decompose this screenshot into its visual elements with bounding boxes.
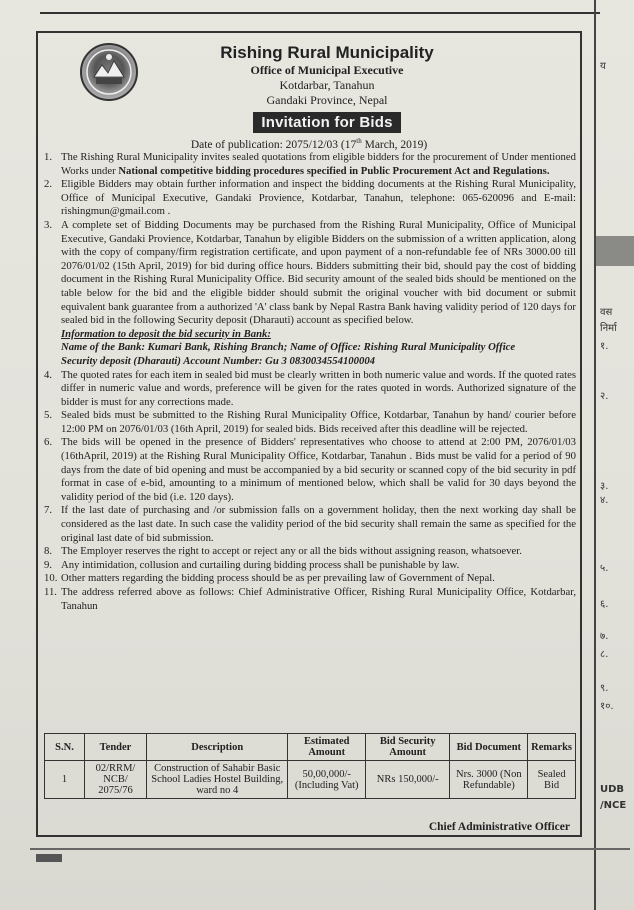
notice-title: Invitation for Bids — [253, 112, 400, 133]
item-text: A complete set of Bidding Documents may be purchased from the Rishing Rural Municipality, Office of Municipal Executive, Gandaki Provience, Kotdarbar, Tanahun by eligible Bidders on the submission of a written application, along with the copy of company/firm registration certificate, and upon payment of a non-refundable fee of NRs 3000.00 till 2076/01/02 (15th April, 2019) for bid during office hours. Bidders submitting their bid, should pay the cost of bidding document in the Rishing Rural Municipality Office. Bid security amount of the sealed bids should be mentioned on the table below for the bid and the eligible bidder should submit the original voucher with bid document or submit equivalent bank guarantee from a authorized 'A' class bank by Nepal Rastra Bank having validity period of 120 days for sealed bid in the following Security deposit (Dharauti) account as specified below. — [61, 218, 576, 327]
column-header: Estimated Amount — [288, 734, 365, 761]
publication-date-sup: th — [356, 137, 362, 145]
side-fragment: १. — [600, 341, 609, 352]
list-item — [44, 504, 576, 545]
side-fragment: वस — [600, 307, 613, 318]
item-number: 10. — [44, 572, 58, 585]
list-item — [44, 545, 576, 559]
address-line-1: Kotdarbar, Tanahun — [279, 78, 375, 92]
item-number: 7. — [44, 504, 53, 517]
column-header: Description — [146, 734, 288, 761]
table-cell: 02/RRM/ NCB/ 2075/76 — [85, 761, 147, 799]
side-fragment: य — [600, 61, 606, 72]
publication-date-suffix: March, 2019) — [361, 138, 428, 151]
adjacent-column — [594, 0, 634, 910]
side-fragment: ३. — [600, 481, 609, 492]
column-header: Remarks — [528, 734, 576, 761]
side-fragment: ८. — [600, 649, 609, 660]
org-name: Rishing Rural Municipality — [220, 43, 434, 62]
column-header: Bid Document — [450, 734, 528, 761]
list-item — [44, 369, 576, 410]
bank-info-heading: Information to deposit the bid security in Bank: — [61, 327, 271, 340]
table-header-row — [45, 734, 576, 761]
side-fragment: निर्मा — [600, 323, 617, 334]
item-text: The Employer reserves the right to accept or reject any or all the bids without assigning reason, whatsoever. — [61, 545, 522, 558]
list-item — [44, 559, 576, 573]
list-item — [44, 586, 576, 613]
publication-date — [38, 137, 580, 151]
list-item — [44, 178, 576, 219]
item-number: 3. — [44, 218, 53, 231]
item-number: 8. — [44, 545, 53, 558]
signature-line: Chief Administrative Officer — [428, 821, 570, 833]
side-fragment: २. — [600, 391, 609, 402]
item-text: The quoted rates for each item in sealed bid must be clearly written in both numeric value and words. If the quoted rates differ in numeric value and words, preference will be given for the rates quoted in words. Authorized signature of the bidder is must for any corrections made. — [61, 368, 576, 408]
side-fragment: ९. — [600, 683, 609, 694]
item-text-bold: National competitive bidding procedures specified in Public Procurement Act and Regulations. — [118, 164, 550, 177]
publication-date-prefix: Date of publication: 2075/12/03 (17 — [190, 138, 357, 151]
table-cell: Sealed Bid — [528, 761, 576, 799]
item-text-part: The Rishing Rural Municipality invites sealed quotations from eligible bidders for the procurement of Under mentioned Works under — [61, 151, 576, 177]
notice-header — [38, 41, 580, 133]
table-cell: NRs 150,000/- — [365, 761, 449, 799]
side-fragment: /NCE — [600, 800, 627, 811]
side-fragment: ७. — [600, 631, 609, 642]
item-text: Other matters regarding the bidding process should be as per prevailing law of Government of Nepal. — [61, 572, 495, 585]
bid-notice — [36, 31, 582, 837]
list-item — [44, 409, 576, 436]
footer-rule — [30, 848, 630, 868]
item-text: Sealed bids must be submitted to the Rishing Rural Municipality Office, Kotdarbar, Tanahun by hand/ courier before 12:00 PM on 2076/01/03 (16th April, 2019) for sealed bids. Bids received after this deadline will be rejected. — [61, 409, 576, 435]
item-number: 4. — [44, 368, 53, 381]
side-fragment: ४. — [600, 495, 609, 506]
list-item — [44, 572, 576, 586]
list-item — [44, 436, 576, 504]
item-text: The bids will be opened in the presence of Bidders' representatives who choose to attend at 2:00 PM, 2076/01/03 (16thApril, 2019) at the Rishing Rural Municipality Office, Kotdarbar, Tanahun . Bids must be valid for a period of 90 days from the date of bid opening and must be accompanied by a bid security or scanned copy of the bid security in pdf format in case of e-bid, amounting to a minimum of mentioned below, which shall be valid for 30 days beyond the validity period of the bid (i.e. 120 days). — [61, 436, 576, 503]
table-cell: Construction of Sahabir Basic School Ladies Hostel Building, ward no 4 — [146, 761, 288, 799]
top-rule — [40, 0, 600, 14]
footer-mark — [36, 854, 62, 862]
item-text: Any intimidation, collusion and curtailing during bidding process shall be punishable by law. — [61, 558, 460, 571]
list-item — [44, 219, 576, 328]
item-text: If the last date of purchasing and /or submission falls on a government holiday, then the next working day shall be considered as the last date. In such case the validity period of the bid security shall remain the same as specified for the original last date of bid submission. — [61, 504, 576, 544]
office-name: Office of Municipal Executive — [250, 63, 404, 77]
side-block — [596, 236, 634, 266]
bank-info — [44, 328, 576, 369]
side-fragment: ६. — [600, 599, 609, 610]
side-fragment: UDB — [600, 784, 625, 795]
notice-body — [44, 151, 576, 613]
table-cell: 50,00,000/- (Including Vat) — [288, 761, 365, 799]
bank-info-line: Name of the Bank: Kumari Bank, Rishing Branch; Name of Office: Rishing Rural Municipality Office — [61, 341, 516, 354]
table-row — [45, 761, 576, 799]
column-header: Tender — [85, 734, 147, 761]
item-number: 6. — [44, 436, 53, 449]
item-text — [61, 151, 576, 178]
column-header: Bid Security Amount — [365, 734, 449, 761]
side-fragment: ५. — [600, 563, 609, 574]
address-line-2: Gandaki Province, Nepal — [266, 93, 388, 107]
item-number: 5. — [44, 409, 53, 422]
item-text: Eligible Bidders may obtain further information and inspect the bidding documents at the Rishing Rural Municipality, Office of Municipal Executive, Gandaki Provience, Kotdarbar, Tanahun, telephone: 065-620096 and E-mail: rishingmun@gmail.com . — [61, 178, 576, 218]
item-number: 1. — [44, 151, 53, 163]
list-item — [44, 151, 576, 178]
column-header: S.N. — [45, 734, 85, 761]
table-cell: Nrs. 3000 (Non Refundable) — [450, 761, 528, 799]
item-number: 2. — [44, 178, 53, 191]
bank-info-account: Security deposit (Dharauti) Account Number: Gu 3 0830034554100004 — [61, 354, 376, 367]
item-number: 9. — [44, 558, 53, 571]
item-number: 11. — [44, 586, 57, 598]
item-text: The address referred above as follows: Chief Administrative Officer, Rishing Rural Municipality Office, Kotdarbar, Tanahun — [61, 586, 576, 612]
bid-table — [44, 733, 576, 799]
table-cell: 1 — [45, 761, 85, 799]
side-fragment: १०. — [600, 701, 614, 712]
